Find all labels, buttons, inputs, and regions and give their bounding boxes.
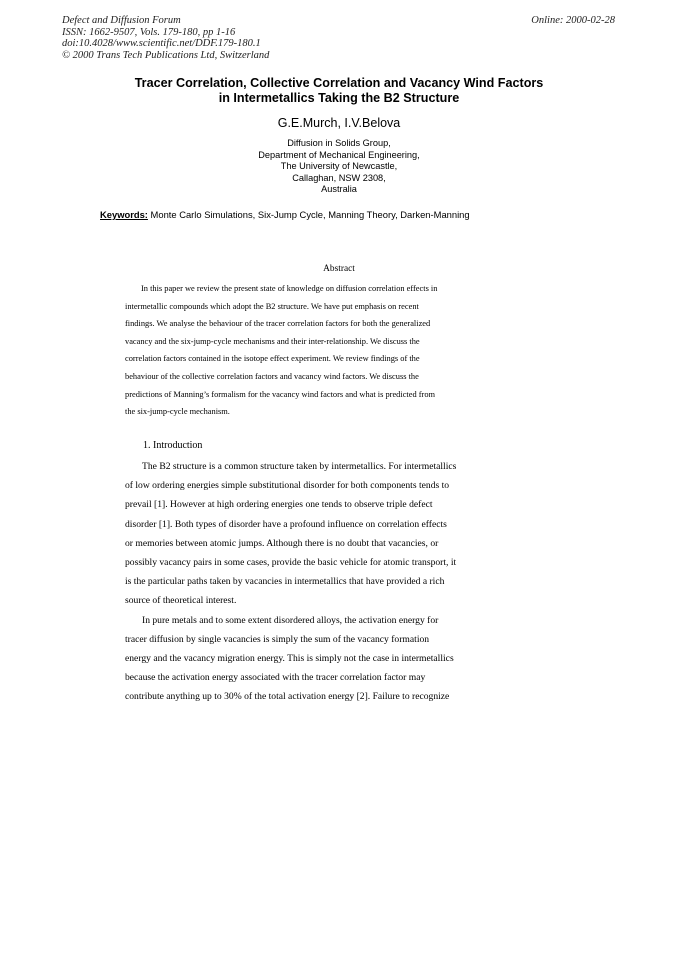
affiliation-line: Australia [321, 184, 357, 195]
affiliation-line: Department of Mechanical Engineering, [258, 149, 420, 160]
abstract-line: correlation factors contained in the isotope effect experiment. We review findings of the [125, 354, 420, 364]
intro-line: disorder [1]. Both types of disorder have a profound influence on correlation effects [125, 518, 447, 530]
keywords-text: Monte Carlo Simulations, Six-Jump Cycle, Manning Theory, Darken-Manning [147, 209, 470, 220]
intro-line: because the activation energy associated with the tracer correlation factor may [125, 672, 426, 684]
affiliation-line: The University of Newcastle, [280, 161, 398, 172]
abstract-line: In this paper we review the present state of knowledge on diffusion correlation effects in [141, 284, 438, 293]
affiliation-line: Callaghan, NSW 2308, [292, 172, 386, 183]
journal-doi: doi:10.4028/www.scientific.net/DDF.179-180.1 [62, 38, 261, 50]
intro-line: of low ordering energies simple substitutional disorder for both components tends to [125, 480, 450, 492]
journal-copyright: © 2000 Trans Tech Publications Ltd, Switzerland [62, 49, 270, 61]
abstract-line: predictions of Manning’s formalism for the vacancy wind factors and what is predicted from [125, 389, 436, 399]
title-line: Tracer Correlation, Collective Correlation and Vacancy Wind Factors [134, 76, 544, 90]
affiliation-line: Diffusion in Solids Group, [287, 138, 391, 148]
keywords-label: Keywords: [100, 209, 148, 220]
abstract-line: the six-jump-cycle mechanism. [125, 407, 230, 417]
abstract-line: intermetallic compounds which adopt the B2 structure. We have put emphasis on recent [125, 301, 419, 311]
intro-line: or memories between atomic jumps. Although there is no doubt that vacancies, or [125, 537, 439, 549]
journal-citation [62, 15, 269, 61]
abstract-text [125, 280, 437, 421]
intro-line: energy and the vacancy migration energy. This is simply not the case in intermetallics [125, 653, 454, 665]
abstract-heading: Abstract [323, 264, 355, 274]
intro-line: tracer diffusion by single vacancies is simply the sum of the vacancy formation [125, 633, 430, 645]
keywords [100, 209, 470, 220]
online-date: Online: 2000-02-28 [531, 15, 615, 26]
intro-line: is the particular paths taken by vacancies in intermetallics that have provided a rich [125, 576, 445, 588]
intro-line: source of theoretical interest. [125, 595, 237, 607]
abstract-line: behaviour of the collective correlation factors and vacancy wind factors. We discuss the [125, 371, 419, 381]
paper-title [70, 76, 608, 106]
intro-line: prevail [1]. However at high ordering energies one tends to observe triple defect [125, 499, 433, 511]
journal-name: Defect and Diffusion Forum [62, 15, 181, 26]
title-line: in Intermetallics Taking the B2 Structure [218, 91, 460, 105]
abstract-line: vacancy and the six-jump-cycle mechanisms and their inter-relationship. We discuss the [125, 336, 420, 346]
intro-line: In pure metals and to some extent disordered alloys, the activation energy for [142, 614, 439, 626]
section-heading-introduction: 1. Introduction [143, 440, 203, 451]
introduction-text [125, 457, 456, 707]
intro-line: possibly vacancy pairs in some cases, provide the basic vehicle for atomic transport, it [125, 557, 457, 569]
abstract-line: findings. We analyse the behaviour of the tracer correlation factors for both the generalized [125, 319, 431, 329]
journal-issn: ISSN: 1662-9507, Vols. 179-180, pp 1-16 [62, 26, 236, 38]
affiliation [0, 138, 678, 196]
intro-line: contribute anything up to 30% of the total activation energy [2]. Failure to recognize [125, 691, 450, 703]
intro-line: The B2 structure is a common structure taken by intermetallics. For intermetallics [142, 461, 457, 472]
authors: G.E.Murch, I.V.Belova [277, 116, 401, 130]
